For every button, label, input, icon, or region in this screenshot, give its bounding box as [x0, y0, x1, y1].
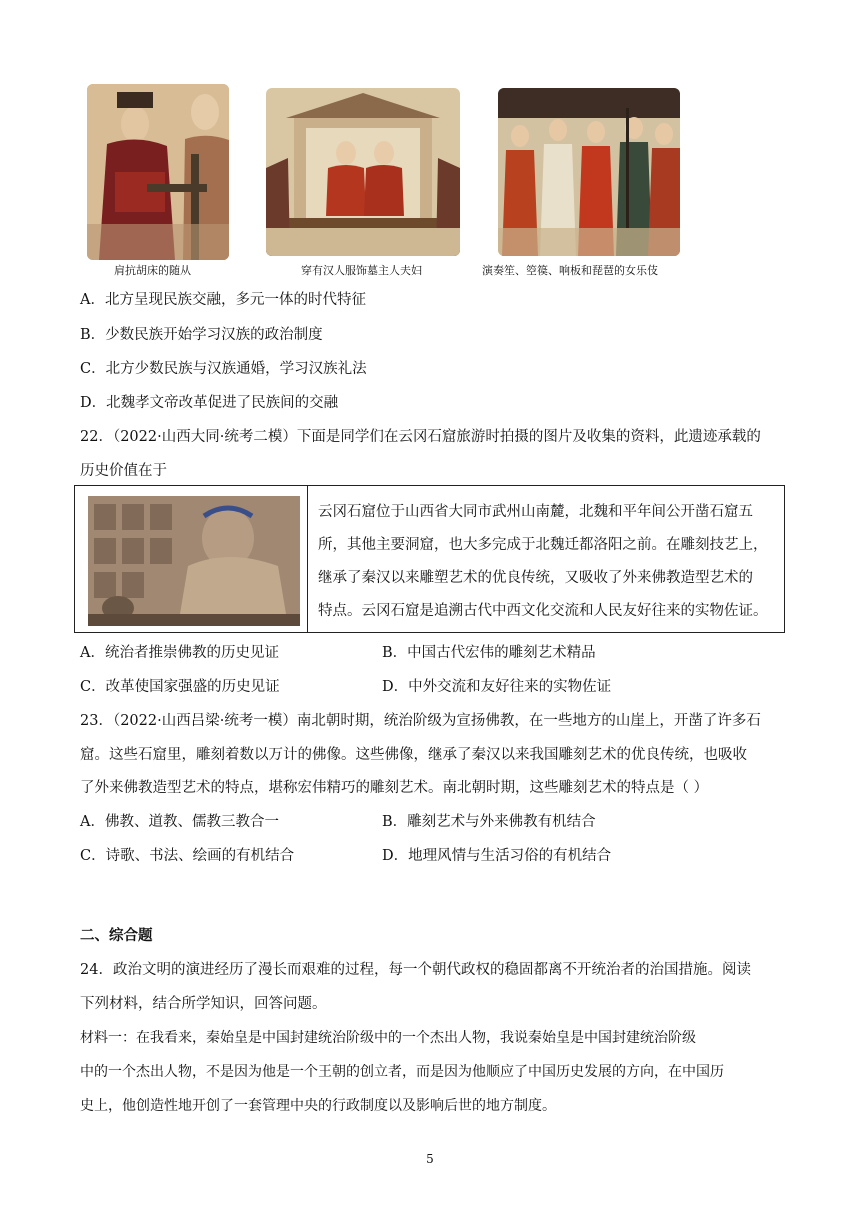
q23-option-a: A．佛教、道教、儒教三教合一	[80, 814, 279, 830]
q22-option-c: C．改革使国家强盛的历史见证	[80, 679, 280, 695]
figure-caption-2: 穿有汉人服饰墓主人夫妇	[301, 264, 422, 277]
material-line2: 中的一个杰出人物，不是因为他是一个王朝的创立者，而是因为他顺应了中国历史发展的方向，在中国历	[80, 1064, 724, 1080]
q24-stem-line2: 下列材料，结合所学知识，回答问题。	[80, 996, 327, 1012]
q22-box-line4: 特点。云冈石窟是追溯古代中西文化交流和人民友好往来的实物佐证。	[318, 603, 768, 619]
q22-box-line1: 云冈石窟位于山西省大同市武州山南麓，北魏和平年间公开凿石窟五	[318, 504, 753, 520]
q22-option-b: B．中国古代宏伟的雕刻艺术精品	[382, 645, 596, 661]
q23-stem-line3: 了外来佛教造型艺术的特点，堪称宏伟精巧的雕刻艺术。南北朝时期，这些雕刻艺术的特点是（ ）	[80, 780, 709, 796]
figure-caption-1: 肩抗胡床的随从	[114, 264, 191, 277]
q22-option-a: A．统治者推崇佛教的历史见证	[80, 645, 279, 661]
q22-stem-line2: 历史价值在于	[80, 463, 167, 479]
q22-box-line2: 所，其他主要洞窟，也大多完成于北魏迁都洛阳之前。在雕刻技艺上，	[318, 537, 768, 553]
q22-material-box	[74, 485, 785, 633]
q22-stem-line1: 22．（2022·山西大同·统考二模）下面是同学们在云冈石窟旅游时拍摄的图片及收集的资料，此遗迹承载的	[80, 429, 761, 445]
q23-option-c: C．诗歌、书法、绘画的有机结合	[80, 848, 295, 864]
page-number: 5	[426, 1152, 434, 1166]
mural-tomb-owners-image	[266, 88, 460, 256]
q21-option-d: D．北魏孝文帝改革促进了民族间的交融	[80, 395, 339, 411]
figure-caption-3: 演奏笙、箜篌、响板和琵琶的女乐伎	[482, 264, 658, 277]
yungang-grottoes-image	[88, 496, 300, 626]
section-heading: 二、综合题	[80, 928, 153, 944]
mural-musicians-image	[498, 88, 680, 256]
q22-option-d: D．中外交流和友好往来的实物佐证	[382, 679, 612, 695]
q21-option-b: B．少数民族开始学习汉族的政治制度	[80, 327, 323, 343]
material-line1: 材料一：在我看来，秦始皇是中国封建统治阶级中的一个杰出人物，我说秦始皇是中国封建统治阶级	[80, 1030, 696, 1046]
q23-option-d: D．地理风情与生活习俗的有机结合	[382, 848, 612, 864]
q22-box-line3: 继承了秦汉以来雕塑艺术的优良传统，又吸收了外来佛教造型艺术的	[318, 570, 753, 586]
q21-option-a: A．北方呈现民族交融，多元一体的时代特征	[80, 292, 366, 308]
q23-stem-line1: 23．（2022·山西吕梁·统考一模）南北朝时期，统治阶级为宣扬佛教，在一些地方的山崖上，开凿了许多石	[80, 713, 761, 729]
q21-option-c: C．北方少数民族与汉族通婚，学习汉族礼法	[80, 361, 367, 377]
q23-option-b: B．雕刻艺术与外来佛教有机结合	[382, 814, 596, 830]
q23-stem-line2: 窟。这些石窟里，雕刻着数以万计的佛像。这些佛像，继承了秦汉以来我国雕刻艺术的优良传统，也吸收	[80, 747, 747, 763]
material-line3: 史上，他创造性地开创了一套管理中央的行政制度以及影响后世的地方制度。	[80, 1098, 556, 1114]
mural-attendant-image	[87, 84, 229, 260]
q24-stem-line1: 24．政治文明的演进经历了漫长而艰难的过程，每一个朝代政权的稳固都离不开统治者的治国措施。阅读	[80, 962, 751, 978]
